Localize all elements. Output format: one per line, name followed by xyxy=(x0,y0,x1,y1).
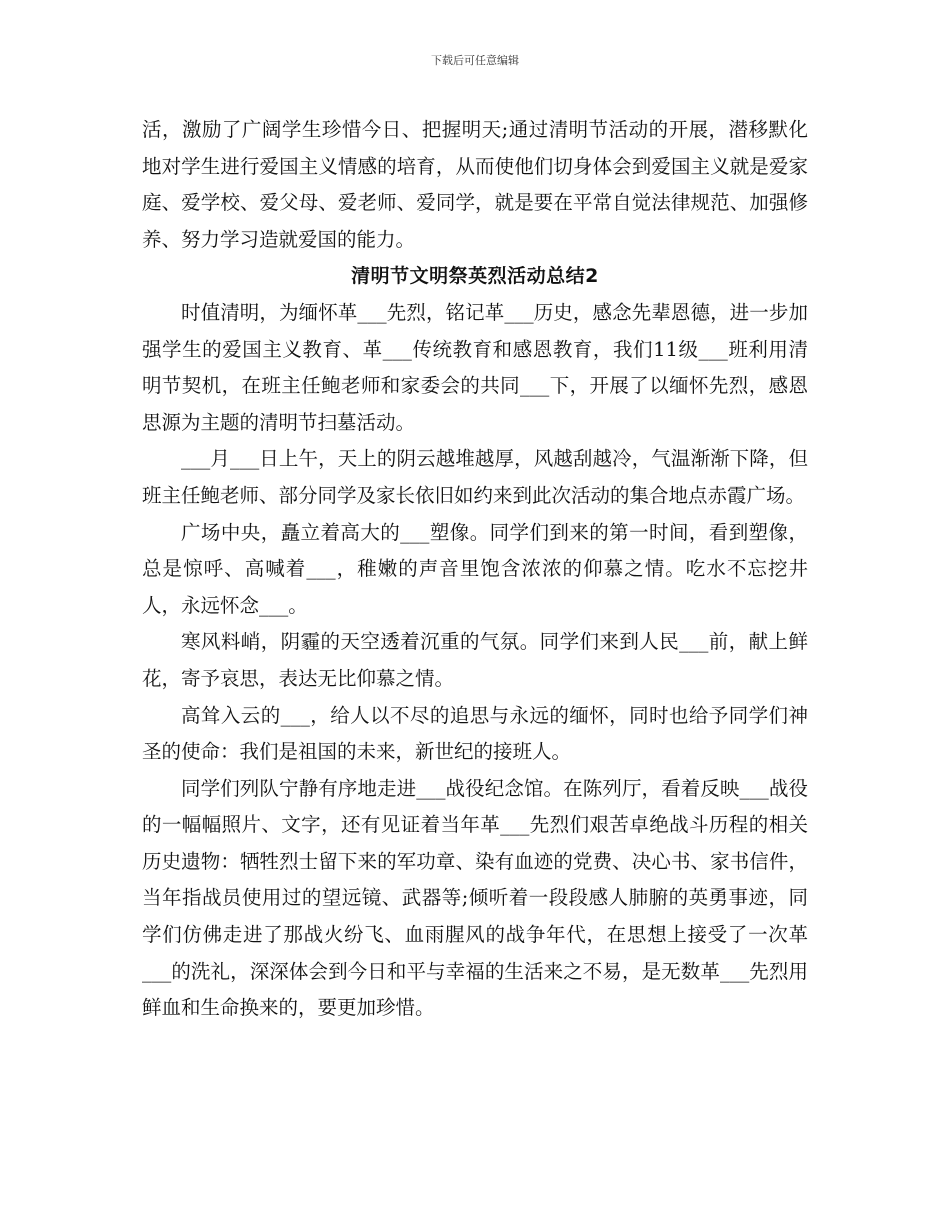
document-body xyxy=(142,112,808,1027)
paragraph-6: 同学们列队宁静有序地走进___战役纪念馆。在陈列厅，看着反映___战役的一幅幅照片、文字，还有见证着当年革___先烈们艰苦卓绝战斗历程的相关历史遗物：牺牲烈士留下来的军功章、染有血迹的党费、决心书、家书信件，当年指战员使用过的望远镜、武器等;倾听着一段段感人肺腑的英勇事迹，同学们仿佛走进了那战火纷飞、血雨腥风的战争年代，在思想上接受了一次革___的洗礼，深深体会到今日和平与幸福的生活来之不易，是无数革___先烈用鲜血和生命换来的，要更加珍惜。 xyxy=(142,776,808,1020)
page-header-note: 下载后可任意编辑 xyxy=(431,54,519,67)
paragraph-2: ___月___日上午，天上的阴云越堆越厚，风越刮越冷，气温渐渐下降，但班主任鲍老师、部分同学及家长依旧如约来到此次活动的集合地点赤霞广场。 xyxy=(142,447,808,507)
paragraph-5: 高耸入云的___，给人以不尽的追思与永远的缅怀，同时也给予同学们神圣的使命：我们是祖国的未来，新世纪的接班人。 xyxy=(142,703,808,764)
paragraph-3: 广场中央，矗立着高大的___塑像。同学们到来的第一时间，看到塑像，总是惊呼、高喊着___，稚嫩的声音里饱含浓浓的仰慕之情。吃水不忘挖井人，永远怀念___。 xyxy=(142,520,808,617)
paragraph-1: 时值清明，为缅怀革___先烈，铭记革___历史，感念先辈恩德，进一步加强学生的爱国主义教育、革___传统教育和感恩教育，我们11级___班利用清明节契机，在班主任鲍老师和家委会的共同___下，开展了以缅怀先烈，感恩思源为主题的清明节扫墓活动。 xyxy=(142,300,808,434)
paragraph-4: 寒风料峭，阴霾的天空透着沉重的气氛。同学们来到人民___前，献上鲜花，寄予哀思，表达无比仰慕之情。 xyxy=(142,630,808,690)
intro-paragraph: 活，激励了广阔学生珍惜今日、把握明天;通过清明节活动的开展，潜移默化地对学生进行爱国主义情感的培育，从而使他们切身体会到爱国主义就是爱家庭、爱学校、爱父母、爱老师、爱同学，就是要在平常自觉法律规范、加强修养、努力学习造就爱国的能力。 xyxy=(142,118,808,251)
section-title: 清明节文明祭英烈活动总结2 xyxy=(351,265,599,288)
